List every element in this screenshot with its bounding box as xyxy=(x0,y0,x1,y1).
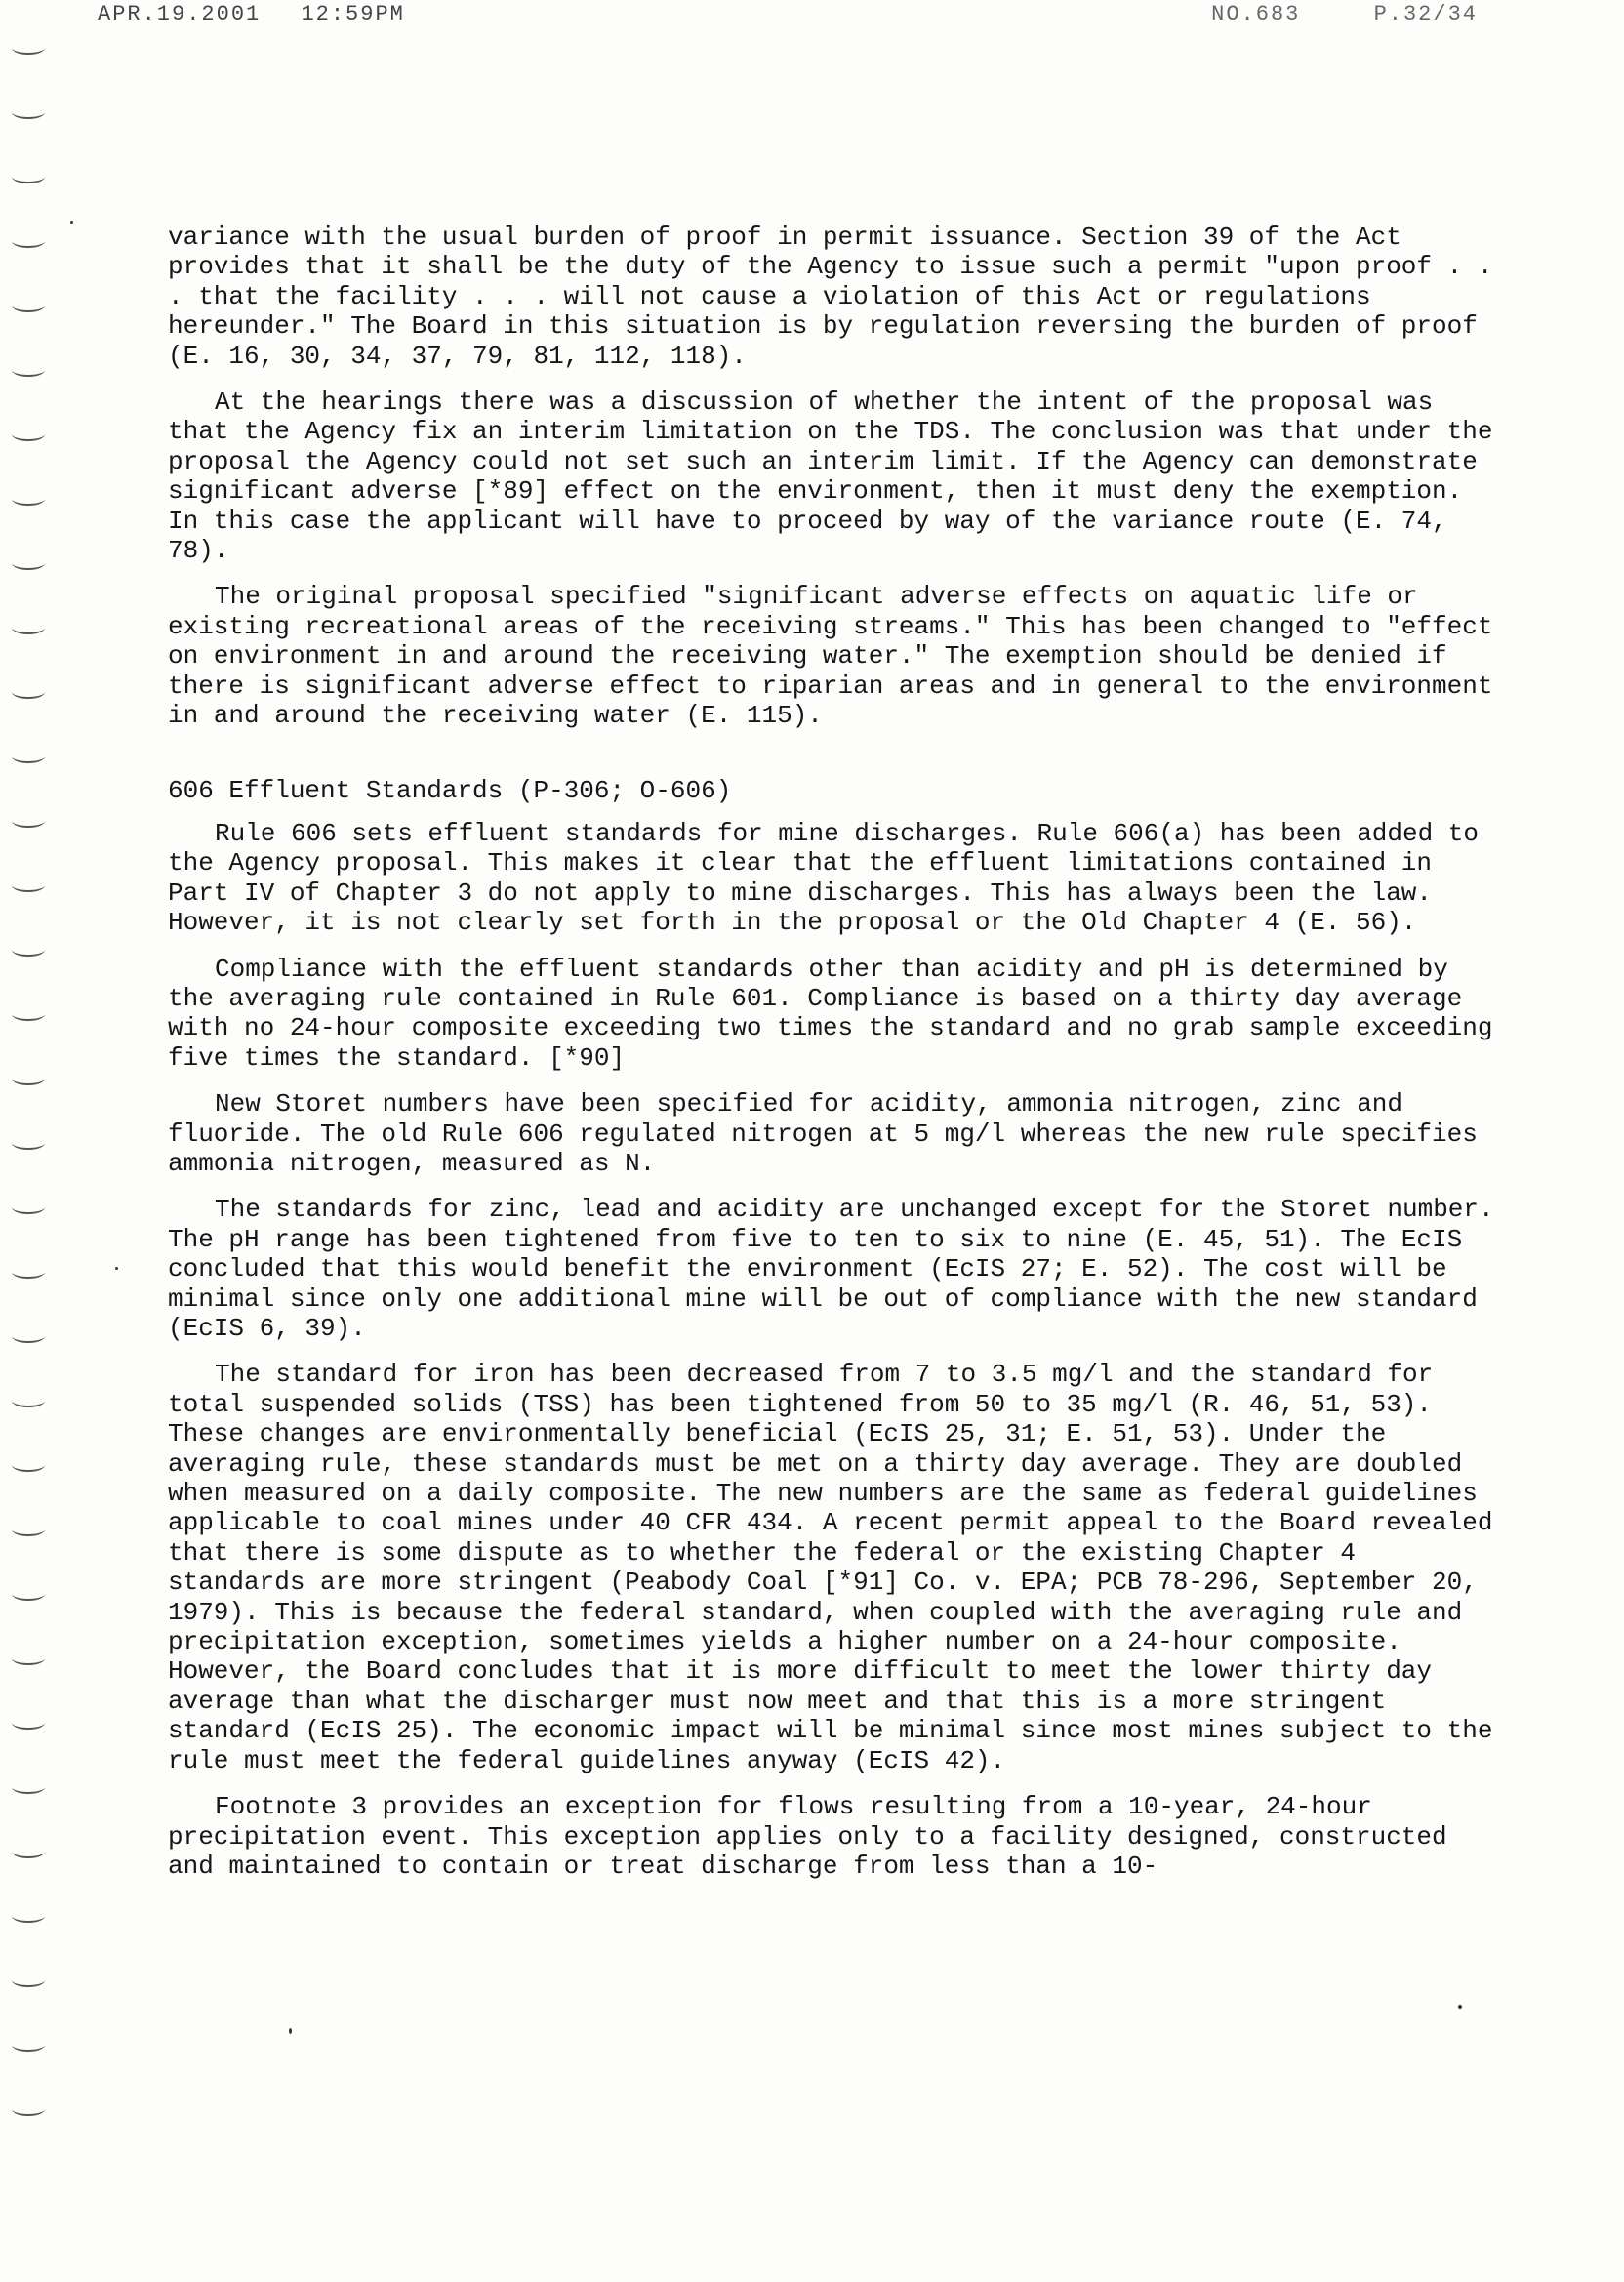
binding-mark xyxy=(12,1201,45,1214)
scan-speck xyxy=(70,221,73,224)
binding-mark xyxy=(12,1072,45,1085)
binding-edge-marks xyxy=(6,29,55,2177)
section-paragraph-5: The standard for iron has been decreased from 7 to 3.5 mg/l and the standard for total suspended solids (TSS) has been tightened from 50 to 35 mg/l (R. 46, 51, 53). These changes are environmentally beneficial (EcIS 25, 31; E. 51, 53). Under the averaging rule, these standards must be met on a thirty day average. They are doubled when measured on a daily composite. The new numbers are the same as federal guidelines applicable to coal mines under 40 CFR 434. A recent permit appeal to the Board revealed that there is some dispute as to whether the federal or the existing Chapter 4 standards are more stringent (Peabody Coal [*91] Co. v. EPA; PCB 78-296, September 20, 1979). This is because the federal standard, when coupled with the averaging rule and precipitation exception, sometimes yields a higher number on a 24-hour composite. However, the Board concludes that it is more difficult to meet the lower thirty day average than what the discharger must now meet and that this is a more stringent standard (EcIS 25). The economic impact will be minimal since most mines subject to the rule must meet the federal guidelines anyway (EcIS 42). xyxy=(168,1360,1493,1775)
binding-mark xyxy=(12,943,45,957)
binding-mark xyxy=(12,1394,45,1407)
binding-mark xyxy=(12,1974,45,1987)
binding-mark xyxy=(12,1265,45,1279)
binding-mark xyxy=(12,1780,45,1794)
binding-mark xyxy=(12,170,45,183)
fax-page: P.32/34 xyxy=(1373,2,1478,26)
scan-speck xyxy=(289,2028,292,2034)
section-paragraph-1: Rule 606 sets effluent standards for mine discharges. Rule 606(a) has been added to the Agency proposal. This makes it clear that the effluent limitations contained in Part IV of Chapter 3 do not apply to mine discharges. This has always been the law. However, it is not clearly set forth in the proposal or the Old Chapter 4 (E. 56). xyxy=(168,818,1480,938)
fax-header-left xyxy=(98,2,430,26)
binding-mark xyxy=(12,1716,45,1730)
section-paragraph-6: Footnote 3 provides an exception for flows resulting from a 10-year, 24-hour precipitation event. This exception applies only to a facility designed, constructed and maintained to contain or treat discharge from less than a 10- xyxy=(168,1792,1447,1881)
scan-speck xyxy=(115,1267,118,1270)
binding-mark xyxy=(12,105,45,119)
binding-mark xyxy=(12,1651,45,1665)
binding-mark xyxy=(12,492,45,506)
binding-mark xyxy=(12,1458,45,1472)
paragraph-3: The original proposal specified "significant adverse effects on aquatic life or existing recreational areas of the receiving streams." This has been changed to "effect on environment in and around the receiving water." The exemption should be denied if there is significant adverse effect to riparian areas and in general to the environment in and around the receiving water (E. 115). xyxy=(168,582,1493,731)
binding-mark xyxy=(12,1329,45,1343)
paragraph-2: At the hearings there was a discussion of whether the intent of the proposal was that the Agency fix an interim limitation on the TDS. The conclusion was that under the proposal the Agency could not set such an interim limit. If the Agency can demonstrate significant adverse [*89] effect on the environment, then it must deny the exemption. In this case the applicant will have to proceed by way of the variance route (E. 74, 78). xyxy=(168,387,1493,566)
fax-header-right xyxy=(1153,2,1478,26)
section-heading: 606 Effluent Standards (P-306; O-606) xyxy=(168,775,732,805)
binding-mark xyxy=(12,1845,45,1858)
binding-mark xyxy=(12,234,45,248)
paragraph-1: variance with the usual burden of proof in permit issuance. Section 39 of the Act provides that it shall be the duty of the Agency to issue such a permit "upon proof . . . that the facility . . . will not cause a violation of this Act or regulations hereunder." The Board in this situation is by regulation reversing the burden of proof (E. 16, 30, 34, 37, 79, 81, 112, 118). xyxy=(168,223,1493,371)
scan-speck xyxy=(1458,2005,1462,2009)
fax-header xyxy=(98,0,1478,29)
binding-mark xyxy=(12,1007,45,1021)
binding-mark xyxy=(12,363,45,377)
binding-mark xyxy=(12,556,45,570)
binding-mark xyxy=(12,878,45,892)
binding-mark xyxy=(12,814,45,828)
section-paragraph-2: Compliance with the effluent standards other than acidity and pH is determined by the averaging rule contained in Rule 601. Compliance is based on a thirty day average with no 24-hour composite exceeding two times the standard and no grab sample exceeding five times the standard. [*90] xyxy=(168,954,1493,1073)
binding-mark xyxy=(12,2102,45,2116)
section-paragraph-4: The standards for zinc, lead and acidity are unchanged except for the Storet number. The pH range has been tightened from five to ten to six to nine (E. 45, 51). The EcIS concluded that this would benefit the environment (EcIS 27; E. 52). The cost will be minimal since only one additional mine will be out of compliance with the new standard (EcIS 6, 39). xyxy=(168,1195,1494,1343)
fax-time: 12:59PM xyxy=(301,2,405,26)
binding-mark xyxy=(12,1909,45,1923)
binding-mark xyxy=(12,428,45,441)
binding-mark xyxy=(12,685,45,699)
binding-mark xyxy=(12,2038,45,2052)
document-body xyxy=(168,223,1495,1897)
binding-mark xyxy=(12,1523,45,1536)
binding-mark xyxy=(12,1587,45,1601)
binding-mark xyxy=(12,621,45,634)
fax-number: NO.683 xyxy=(1211,2,1301,26)
binding-mark xyxy=(12,750,45,763)
fax-date: APR.19.2001 xyxy=(98,2,262,26)
binding-mark xyxy=(12,41,45,55)
section-paragraph-3: New Storet numbers have been specified for acidity, ammonia nitrogen, zinc and fluoride. The old Rule 606 regulated nitrogen at 5 mg/l whereas the new rule specifies ammonia nitrogen, measured as N. xyxy=(168,1089,1478,1178)
binding-mark xyxy=(12,1136,45,1150)
binding-mark xyxy=(12,299,45,312)
